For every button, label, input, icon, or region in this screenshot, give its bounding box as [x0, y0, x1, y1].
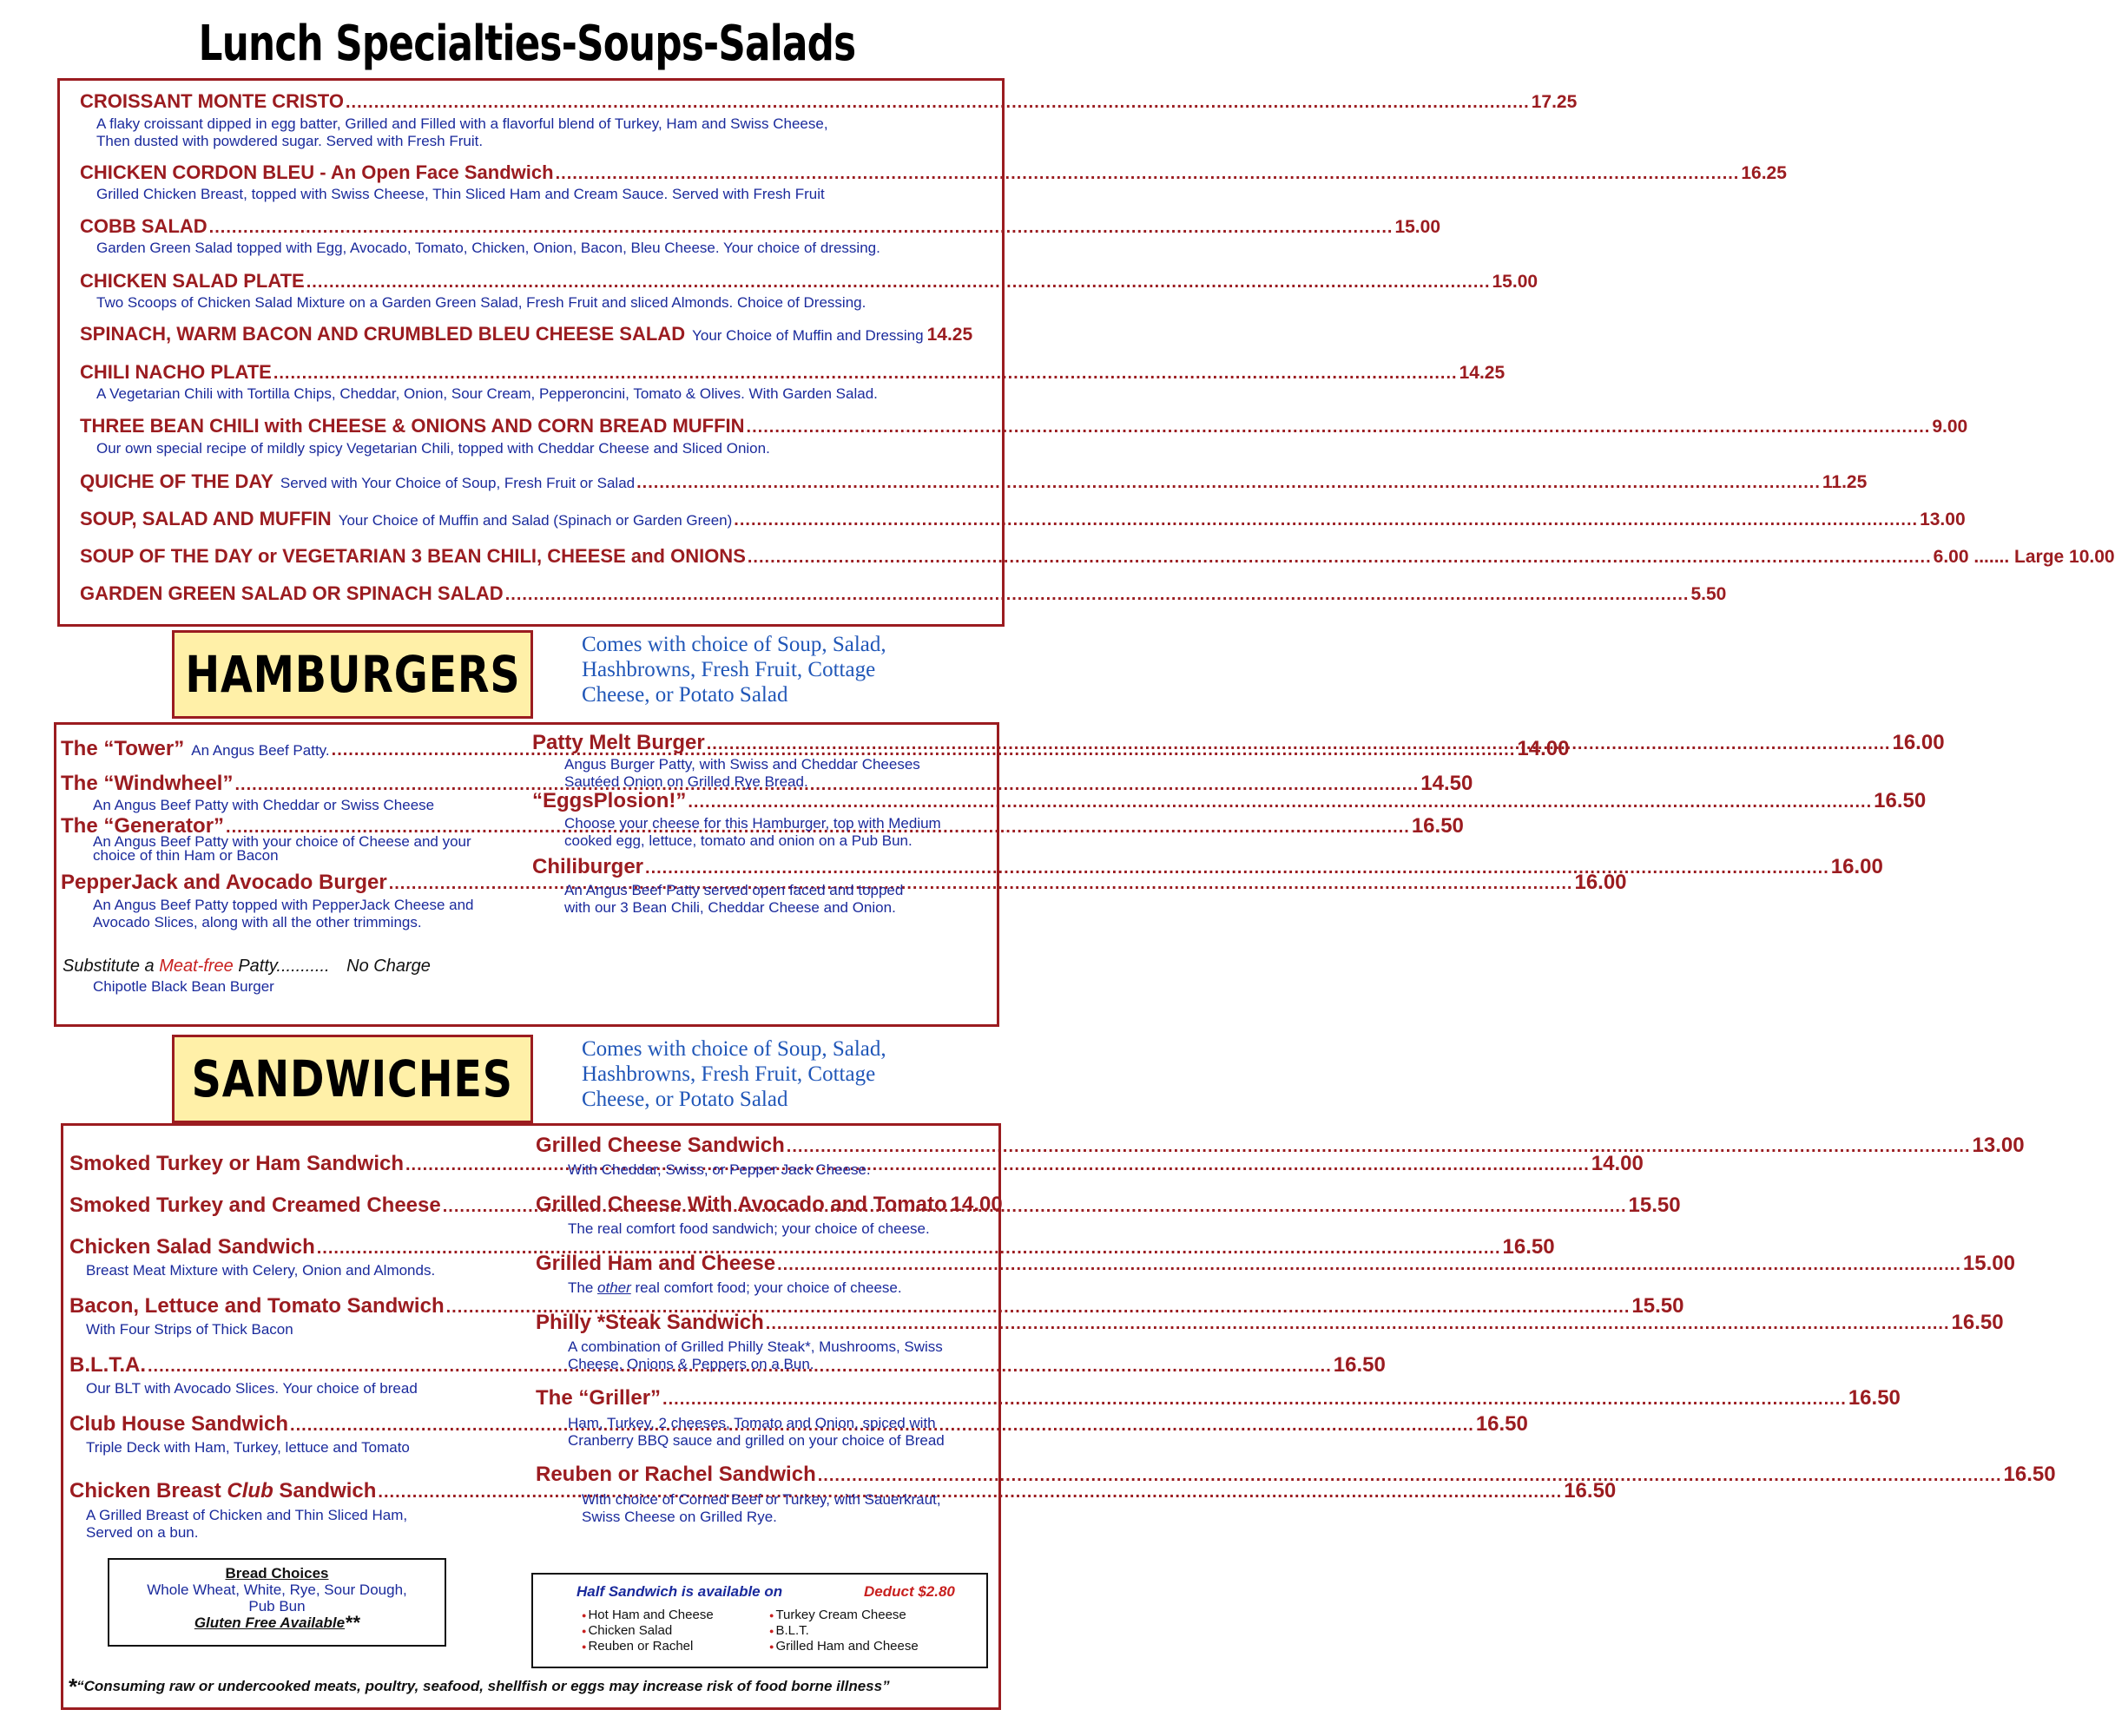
item-description: With Four Strips of Thick Bacon	[86, 1321, 293, 1338]
item-description: Grilled Chicken Breast, topped with Swiss Cheese, Thin Sliced Ham and Cream Sauce. Served with Fresh Fruit	[96, 186, 825, 202]
item-description: An Angus Beef Patty topped with PepperJack Cheese and Avocado Slices, along with all the other trimmings.	[93, 897, 474, 930]
menu-item-grilled-cheese-avocado: Grilled Cheese With Avocado and Tomato 14.00	[536, 1193, 1003, 1216]
gluten-free-note: Gluten Free Available	[194, 1614, 346, 1631]
menu-item-grilled-cheese: Grilled Cheese Sandwich ..... 13.00	[536, 1134, 977, 1158]
item-description: Garden Green Salad topped with Egg, Avocado, Tomato, Chicken, Onion, Bacon, Bleu Cheese. Your choice of dressing.	[96, 240, 880, 256]
menu-item-cobb-salad: COBB SALAD ..... 15.00	[80, 215, 953, 238]
menu-item-tower: The “Tower” An Angus Beef Patty. ..... 14.00	[61, 737, 502, 761]
menu-item-grilled-ham-cheese: Grilled Ham and Cheese ..... 15.00	[536, 1252, 977, 1276]
item-description: The real comfort food sandwich; your choice of cheese.	[568, 1220, 930, 1237]
item-description: A flaky croissant dipped in egg batter, Grilled and Filled with a flavorful blend of Turkey, Ham and Swiss Cheese, Then dusted with powdered sugar. Served with Fresh Fruit.	[96, 115, 828, 149]
half-item: ● Grilled Ham and Cheese	[769, 1639, 919, 1654]
menu-item-three-bean-chili: THREE BEAN CHILI with CHEESE & ONIONS AND CORN BREAD MUFFIN ..... 9.00	[80, 415, 953, 437]
item-description: An Angus Beef Patty served open faced and topped with our 3 Bean Chili, Cheddar Cheese and Onion.	[564, 882, 904, 916]
emphasis: Club	[227, 1479, 273, 1503]
item-description: Our BLT with Avocado Slices. Your choice of bread	[86, 1380, 418, 1397]
sandwiches-comes-with: Comes with choice of Soup, Salad, Hashbrowns, Fresh Fruit, Cottage Cheese, or Potato Salad	[582, 1037, 886, 1111]
item-description: An Angus Beef Patty with Cheddar or Swiss Cheese	[93, 797, 435, 813]
item-description: Our own special recipe of mildly spicy Vegetarian Chili, topped with Cheddar Cheese and Sliced Onion.	[96, 440, 770, 457]
food-safety-warning: *“Consuming raw or undercooked meats, poultry, seafood, shellfish or eggs may increase risk of food borne illness”	[68, 1674, 890, 1700]
item-description: Choose your cheese for this Hamburger, top with Medium cooked egg, lettuce, tomato and onion on a Pub Bun.	[564, 815, 941, 849]
menu-item-smoked-turkey-ham: Smoked Turkey or Ham Sandwich ..... 14.00	[69, 1152, 511, 1176]
menu-item-club-house: Club House Sandwich ..... 16.50	[69, 1412, 511, 1437]
item-description: A combination of Grilled Philly Steak*, Mushrooms, Swiss Cheese, Onions & Peppers on a Bun.	[568, 1338, 943, 1372]
page-title: Lunch Specialties-Soups-Salads	[198, 16, 856, 72]
menu-item-soup-of-the-day: SOUP OF THE DAY or VEGETARIAN 3 BEAN CHILI, CHEESE and ONIONS ..... 6.00 ....... Large 10.00	[80, 545, 953, 568]
item-description: Two Scoops of Chicken Salad Mixture on a Garden Green Salad, Fresh Fruit and sliced Almonds. Choice of Dressing.	[96, 294, 866, 311]
hamburgers-comes-with: Comes with choice of Soup, Salad, Hashbrowns, Fresh Fruit, Cottage Cheese, or Potato Salad	[582, 633, 886, 707]
menu-item-generator: The “Generator” ..... 16.50	[61, 814, 502, 838]
menu-item-smoked-turkey-creamed-cheese: Smoked Turkey and Creamed Cheese ..... 15.50	[69, 1194, 511, 1218]
item-description: Breast Meat Mixture with Celery, Onion and Almonds.	[86, 1262, 436, 1279]
item-description: Ham, Turkey, 2 cheeses, Tomato and Onion, spiced with Cranberry BBQ sauce and grilled on your choice of Bread	[568, 1415, 945, 1449]
item-description: An Angus Beef Patty with your choice of Cheese and your choice of thin Ham or Bacon	[93, 833, 471, 864]
half-item: ● B.L.T.	[769, 1623, 809, 1638]
menu-item-windwheel: The “Windwheel” ..... 14.50	[61, 772, 502, 796]
menu-item-chiliburger: Chiliburger ..... 16.00	[532, 855, 973, 879]
menu-item-eggsplosion: “EggsPlosion!” ..... 16.50	[532, 789, 973, 813]
substitute-meat-free: Substitute a Meat-free Patty........... No Charge	[63, 957, 431, 976]
bread-choices-title: Bread Choices	[225, 1565, 329, 1581]
menu-item-blt: Bacon, Lettuce and Tomato Sandwich ..... 15.50	[69, 1294, 511, 1318]
menu-item-chicken-salad-sandwich: Chicken Salad Sandwich ..... 16.50	[69, 1235, 511, 1259]
menu-item-patty-melt: Patty Melt Burger ..... 16.00	[532, 731, 973, 755]
half-sandwich-box: Half Sandwich is available on Deduct $2.80 ● Hot Ham and Cheese ● Chicken Salad ● Reuben or Rachel ● Turkey Cream Cheese ● B.L.T. ● Grilled Ham and Cheese	[531, 1573, 988, 1668]
menu-item-chicken-salad-plate: CHICKEN SALAD PLATE ..... 15.00	[80, 270, 953, 293]
half-item: ● Reuben or Rachel	[582, 1639, 693, 1654]
half-item: ● Chicken Salad	[582, 1623, 672, 1638]
hamburgers-banner: HAMBURGERS	[172, 630, 533, 719]
menu-item-blta: B.L.T.A. ..... 16.50	[69, 1353, 511, 1378]
item-description: With choice of Corned Beef or Turkey, with Sauerkraut, Swiss Cheese on Grilled Rye.	[582, 1491, 941, 1525]
item-description: Chipotle Black Bean Burger	[93, 978, 274, 995]
menu-item-chicken-breast-club: Chicken Breast Club Sandwich ..... 16.50	[69, 1479, 511, 1503]
menu-item-garden-green-salad: GARDEN GREEN SALAD OR SPINACH SALAD ..... 5.50	[80, 582, 953, 605]
item-description: A Grilled Breast of Chicken and Thin Sliced Ham, Served on a bun.	[86, 1507, 408, 1541]
menu-item-quiche: QUICHE OF THE DAY Served with Your Choice of Soup, Fresh Fruit or Salad ..... 11.25	[80, 470, 953, 493]
emphasis: other	[597, 1279, 631, 1296]
menu-item-chili-nacho-plate: CHILI NACHO PLATE ..... 14.25	[80, 361, 953, 384]
menu-item-croissant-monte-cristo: CROISSANT MONTE CRISTO ..... 17.25	[80, 90, 953, 113]
menu-item-philly-steak: Philly *Steak Sandwich ..... 16.50	[536, 1311, 977, 1335]
item-description: Angus Burger Patty, with Swiss and Cheddar Cheeses Sautéed Onion on Grilled Rye Bread.	[564, 756, 920, 790]
half-item: ● Turkey Cream Cheese	[769, 1608, 906, 1622]
menu-item-chicken-cordon-bleu: CHICKEN CORDON BLEU - An Open Face Sandwich ..... 16.25	[80, 161, 953, 184]
item-description: The other real comfort food; your choice of cheese.	[568, 1279, 902, 1296]
menu-item-spinach-salad: SPINACH, WARM BACON AND CRUMBLED BLEU CHEESE SALAD Your Choice of Muffin and Dressing 14.25	[80, 323, 973, 345]
menu-item-reuben-rachel: Reuben or Rachel Sandwich ..... 16.50	[536, 1463, 977, 1487]
item-description: A Vegetarian Chili with Tortilla Chips, Cheddar, Onion, Sour Cream, Pepperoncini, Tomato & Olives. With Garden Salad.	[96, 385, 878, 402]
half-item: ● Hot Ham and Cheese	[582, 1608, 714, 1622]
item-description: With Cheddar, Swiss, or Pepper Jack Cheese.	[568, 1161, 871, 1178]
menu-item-pepperjack-avocado: PepperJack and Avocado Burger ..... 16.00	[61, 871, 502, 895]
menu-item-griller: The “Griller” ..... 16.50	[536, 1386, 977, 1410]
sandwiches-banner: SANDWICHES	[172, 1035, 533, 1123]
item-description: Triple Deck with Ham, Turkey, lettuce and Tomato	[86, 1439, 410, 1456]
bread-choices-box: Bread Choices Whole Wheat, White, Rye, Sour Dough, Pub Bun Gluten Free Available**	[108, 1558, 446, 1647]
menu-item-soup-salad-muffin: SOUP, SALAD AND MUFFIN Your Choice of Muffin and Salad (Spinach or Garden Green) ..... 13.00	[80, 508, 953, 530]
